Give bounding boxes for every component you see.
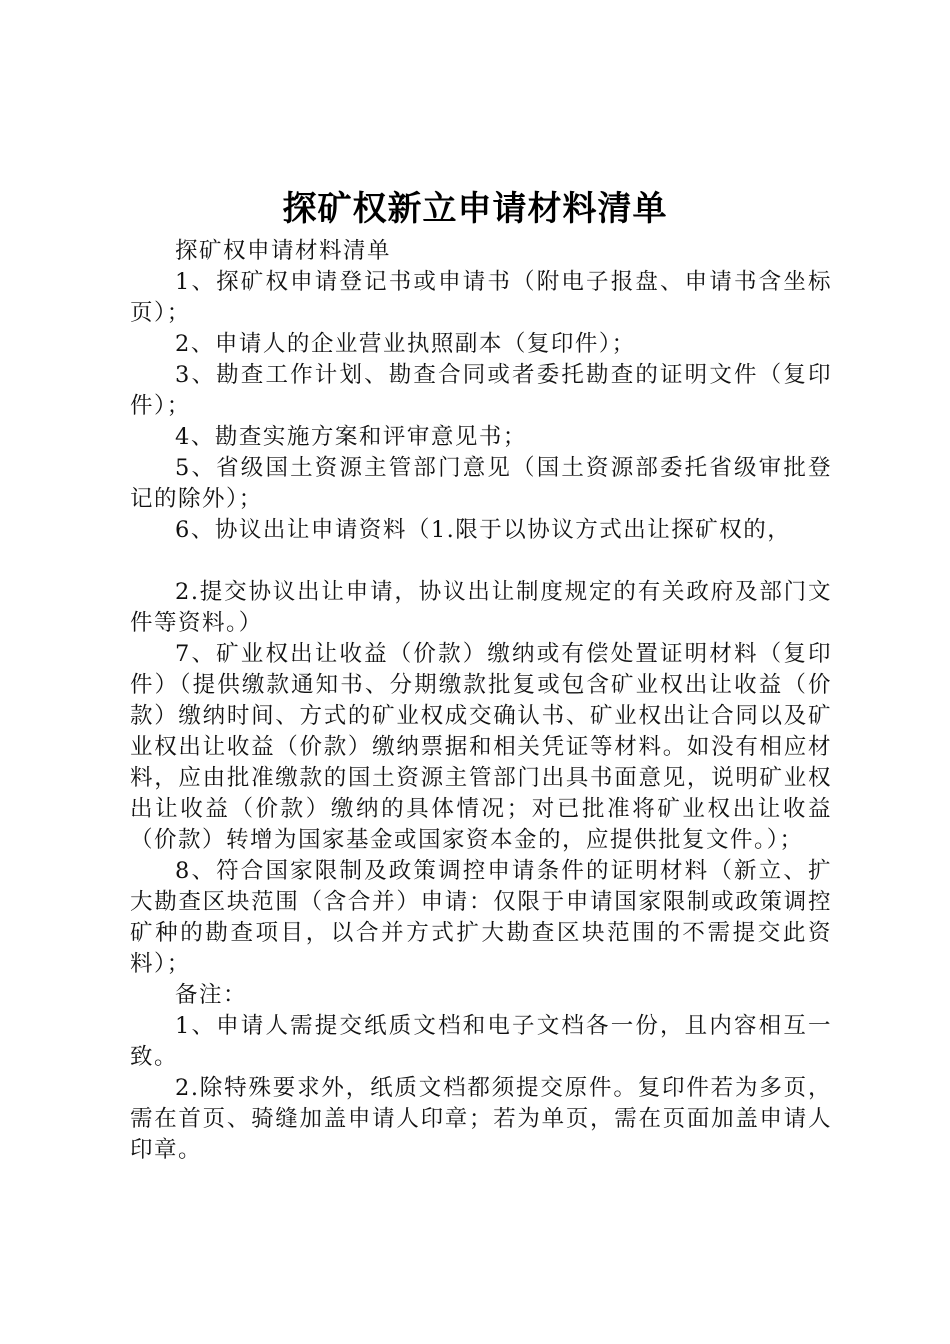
paragraph-item-2: 2、申请人的企业营业执照副本（复印件）； [175, 331, 636, 357]
paragraph-item-3: 3、勘查工作计划、勘查合同或者委托勘查的证明文件（复印件）； [130, 362, 832, 419]
paragraph-list-heading: 探矿权申请材料清单 [175, 238, 392, 264]
paragraph-remark-1: 1、申请人需提交纸质文档和电子文档各一份，且内容相互一致。 [130, 1013, 832, 1070]
paragraph-remarks-heading: 备注： [175, 982, 248, 1008]
paragraph-remark-2: 2.除特殊要求外，纸质文档都须提交原件。复印件若为多页，需在首页、骑缝加盖申请人印章；若为单页，需在页面加盖申请人印章。 [130, 1075, 832, 1163]
paragraph-item-6: 6、协议出让申请资料（1.限于以协议方式出让探矿权的， [175, 517, 792, 543]
paragraph-item-5: 5、省级国土资源主管部门意见（国土资源部委托省级审批登记的除外）； [130, 455, 832, 512]
paragraph-item-7: 7、矿业权出让收益（价款）缴纳或有偿处置证明材料（复印件）（提供缴款通知书、分期缴款批复或包含矿业权出让收益（价款）缴纳时间、方式的矿业权成交确认书、矿业权出让合同以及矿业权出让收益（价款）缴纳票据和相关凭证等材料。如没有相应材料，应由批准缴款的国土资源主管部门出具书面意见，说明矿业权出让收益（价款）缴纳的具体情况；对已批准将矿业权出让收益（价款）转增为国家基金或国家资本金的，应提供批复文件。）； [130, 641, 832, 853]
document-body [130, 236, 832, 1166]
paragraph-item-1: 1、探矿权申请登记书或申请书（附电子报盘、申请书含坐标页）； [130, 269, 832, 326]
paragraph-item-4: 4、勘查实施方案和评审意见书； [175, 424, 527, 450]
paragraph-item-8: 8、符合国家限制及政策调控申请条件的证明材料（新立、扩大勘查区块范围（含合并）申请：仅限于申请国家限制或政策调控矿种的勘查项目，以合并方式扩大勘查区块范围的不需提交此资料）； [130, 858, 832, 977]
document-title: 探矿权新立申请材料清单 [282, 189, 668, 229]
paragraph-item-6-continued: 2.提交协议出让申请，协议出让制度规定的有关政府及部门文件等资料。） [130, 579, 832, 636]
